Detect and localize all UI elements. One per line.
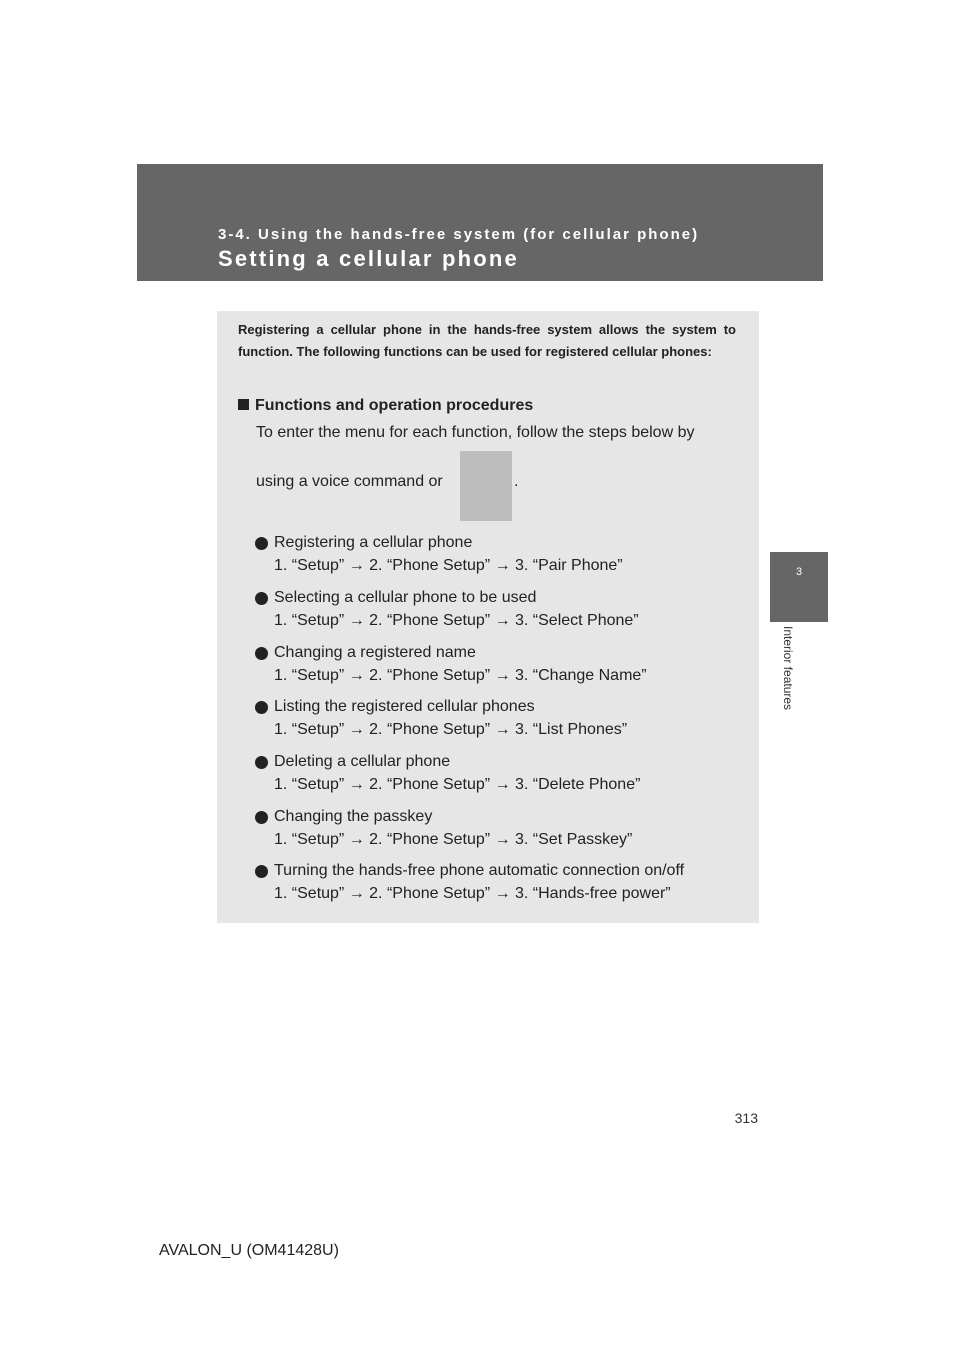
bullet-icon (255, 592, 268, 605)
list-item-steps: 1. “Setup” → 2. “Phone Setup” → 3. “Hands-free power” (274, 885, 671, 902)
page-title: Setting a cellular phone (218, 246, 519, 271)
chapter-number: 3 (795, 566, 803, 578)
footer-model-code: AVALON_U (OM41428U) (159, 1242, 339, 1259)
list-item-steps: 1. “Setup” → 2. “Phone Setup” → 3. “Set Passkey” (274, 831, 633, 848)
subheading (238, 397, 533, 415)
bullet-icon (255, 701, 268, 714)
list-item-steps: 1. “Setup” → 2. “Phone Setup” → 3. “Delete Phone” (274, 776, 641, 793)
instruction-text-continued: using a voice command or (256, 473, 443, 490)
list-item-steps: 1. “Setup” → 2. “Phone Setup” → 3. “Select Phone” (274, 612, 639, 629)
bullet-icon (255, 537, 268, 550)
list-item-title: Deleting a cellular phone (274, 753, 451, 770)
list-item-title: Changing a registered name (274, 644, 476, 661)
chapter-label (781, 626, 799, 736)
bullet-icon (255, 865, 268, 878)
content-box (217, 311, 759, 923)
page-header (137, 164, 823, 281)
page-number: 313 (734, 1110, 758, 1126)
chapter-tab (770, 552, 828, 622)
chapter-label-text: Interior features (781, 626, 795, 711)
list-item-steps: 1. “Setup” → 2. “Phone Setup” → 3. “Change Name” (274, 667, 647, 684)
intro-text: Registering a cellular phone in the hands-free system allows the system to function. The following functions can be used for registered cellular phones: (238, 322, 736, 359)
bullet-icon (255, 647, 268, 660)
list-item-steps: 1. “Setup” → 2. “Phone Setup” → 3. “List Phones” (274, 721, 628, 738)
instruction-period: . (514, 473, 519, 490)
bullet-icon (255, 811, 268, 824)
instruction-text: To enter the menu for each function, follow the steps below by (256, 424, 695, 441)
list-item-title: Registering a cellular phone (274, 534, 473, 551)
square-bullet-icon (238, 399, 249, 410)
talk-switch-button-image (460, 451, 512, 521)
list-item-title: Listing the registered cellular phones (274, 698, 535, 715)
list-item-steps: 1. “Setup” → 2. “Phone Setup” → 3. “Pair Phone” (274, 557, 623, 574)
list-item-title: Changing the passkey (274, 808, 433, 825)
list-item-title: Selecting a cellular phone to be used (274, 589, 537, 606)
list-item-title: Turning the hands-free phone automatic connection on/off (274, 862, 685, 879)
subheading-text: Functions and operation procedures (255, 397, 534, 414)
section-label: 3-4. Using the hands-free system (for cellular phone) (218, 226, 700, 243)
bullet-icon (255, 756, 268, 769)
